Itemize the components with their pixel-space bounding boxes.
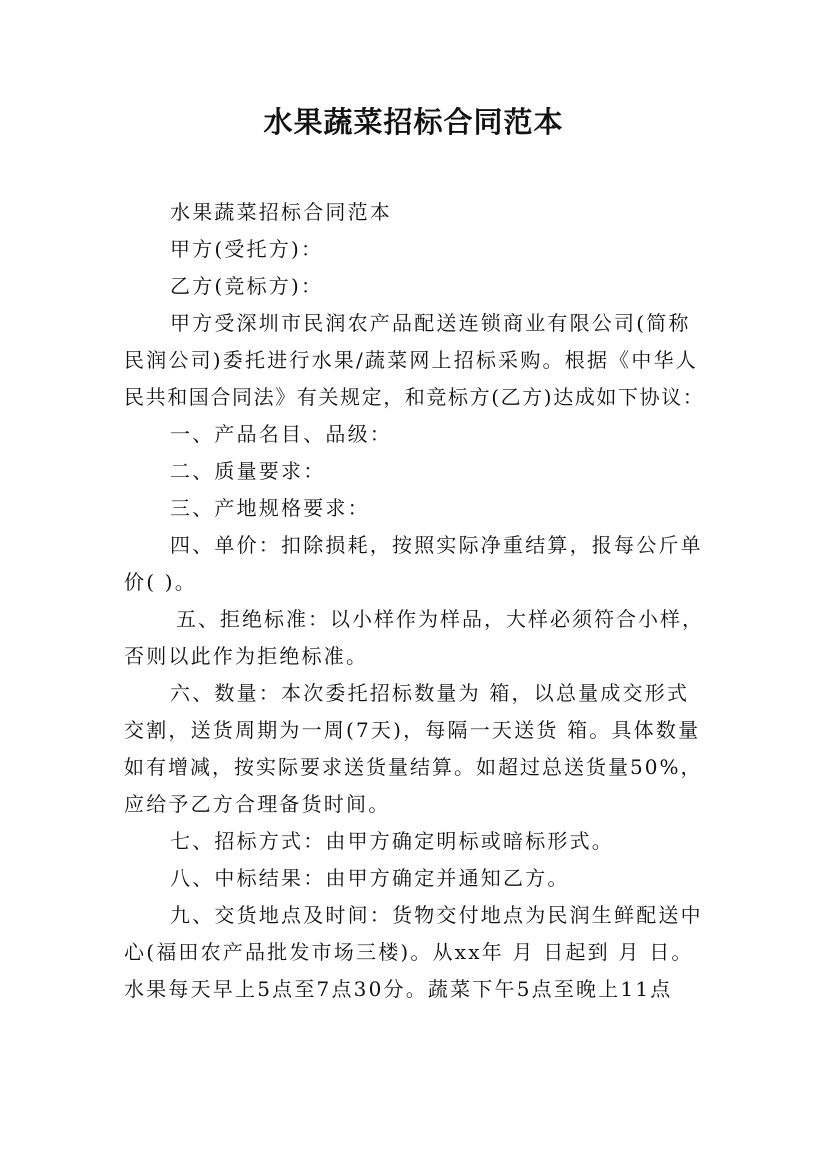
- paragraph-line: 心(福田农产品批发市场三楼)。从xx年 月 日起到 月 日。: [124, 940, 694, 964]
- paragraph-line: 三、产地规格要求：: [170, 496, 370, 520]
- paragraph-line: 水果蔬菜招标合同范本: [170, 200, 392, 224]
- paragraph-line: 民共和国合同法》有关规定，和竞标方(乙方)达成如下协议：: [124, 385, 705, 409]
- paragraph-line: 二、质量要求：: [170, 459, 326, 483]
- document-body: [124, 194, 704, 1008]
- paragraph-line: 六、数量：本次委托招标数量为 箱，以总量成交形式: [170, 681, 690, 705]
- paragraph-line: 四、单价：扣除损耗，按照实际净重结算，报每公斤单: [170, 533, 703, 557]
- paragraph-line: 甲方受深圳市民润农产品配送连锁商业有限公司(简称: [170, 311, 691, 335]
- paragraph-line: 交割，送货周期为一周(7天)，每隔一天送货 箱。具体数量: [124, 718, 701, 742]
- paragraph-line: 甲方(受托方)：: [170, 237, 324, 261]
- paragraph-line: 如有增减，按实际要求送货量结算。如超过总送货量50%，: [124, 755, 703, 779]
- paragraph-line: 五、拒绝标准：以小样作为样品，大样必须符合小样，: [176, 607, 704, 631]
- paragraph-line: 水果每天早上5点至7点30分。蔬菜下午5点至晚上11点: [124, 977, 673, 1001]
- paragraph-line: 价( )。: [124, 570, 197, 594]
- document-title: 水果蔬菜招标合同范本: [263, 105, 564, 139]
- paragraph-line: 民润公司)委托进行水果/蔬菜网上招标采购。根据《中华人: [124, 348, 698, 372]
- paragraph-line: 一、产品名目、品级：: [170, 422, 392, 446]
- paragraph-line: 乙方(竞标方)：: [170, 274, 324, 298]
- paragraph-line: 应给予乙方合理备货时间。: [124, 792, 391, 816]
- paragraph-line: 八、中标结果：由甲方确定并通知乙方。: [170, 866, 570, 890]
- paragraph-line: 七、招标方式：由甲方确定明标或暗标形式。: [170, 829, 614, 853]
- paragraph-line: 否则以此作为拒绝标准。: [124, 644, 369, 668]
- paragraph-line: 九、交货地点及时间：货物交付地点为民润生鲜配送中: [170, 903, 703, 927]
